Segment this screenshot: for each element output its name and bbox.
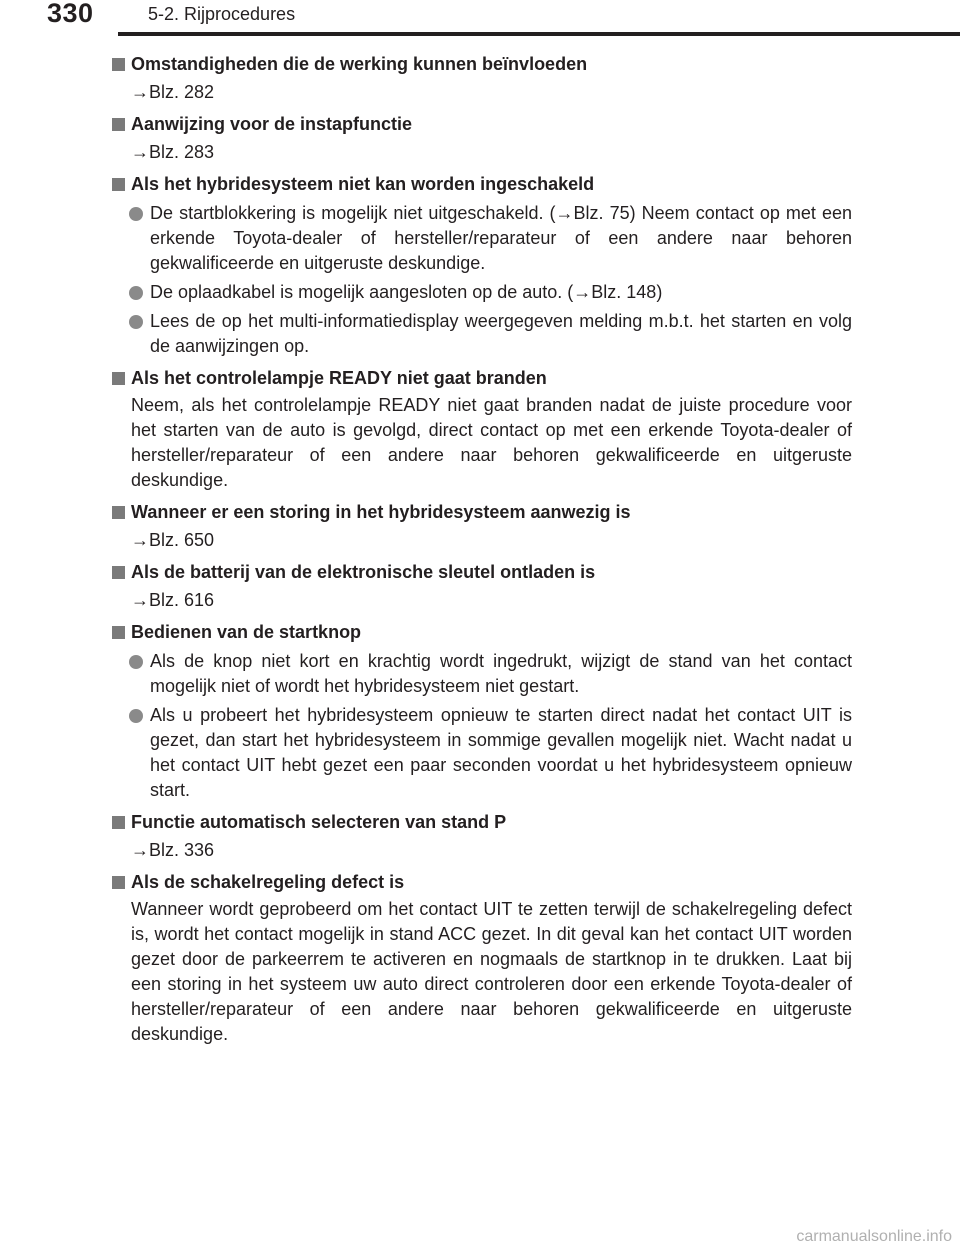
section-stand-p	[112, 809, 852, 863]
square-bullet-icon	[112, 58, 125, 71]
section-schakelregeling	[112, 869, 852, 1047]
section-ready-lampje	[112, 365, 852, 493]
section-heading: Als het controlelampje READY niet gaat branden	[131, 368, 547, 388]
page-content	[112, 45, 852, 1047]
section-heading: Wanneer er een storing in het hybridesysteem aanwezig is	[131, 502, 631, 522]
square-bullet-icon	[112, 876, 125, 889]
section-title: 5-2. Rijprocedures	[148, 4, 296, 24]
round-bullet-icon	[129, 655, 143, 669]
section-heading: Bedienen van de startknop	[131, 622, 362, 642]
square-bullet-icon	[112, 816, 125, 829]
round-bullet-icon	[129, 207, 143, 221]
round-bullet-icon	[129, 709, 143, 723]
list-item: Lees de op het multi-informatiedisplay weergegeven melding m.b.t. het starten en volg de aanwijzingen op.	[112, 309, 852, 359]
section-paragraph: Wanneer wordt geprobeerd om het contact UIT te zetten terwijl de schakelregeling defect is, wordt het contact mogelijk in stand ACC gezet. In dit geval kan het contact UIT worden gezet door de parkeerrem te activeren en nogmaals de startknop in te drukken. Laat bij een storing in het systeem uw auto direct controleren door een erkende Toyota-dealer of hersteller/reparateur of een andere naar behoren gekwalificeerde en uitgeruste deskundige.	[131, 899, 852, 1044]
round-bullet-icon	[129, 286, 143, 300]
section-heading: Aanwijzing voor de instapfunctie	[131, 114, 413, 134]
list-item: Als u probeert het hybridesysteem opnieuw te starten direct nadat het contact UIT is gezet, dan start het hybridesysteem in sommige gevallen mogelijk niet. Wacht nadat u het contact UIT hebt gezet een paar seconden voordat u het hybridesysteem opnieuw start.	[112, 703, 852, 803]
watermark: carmanualsonline.info	[796, 1228, 952, 1245]
square-bullet-icon	[112, 372, 125, 385]
page-header	[0, 0, 960, 40]
page-reference-link[interactable]: →Blz. 336	[131, 840, 215, 860]
square-bullet-icon	[112, 178, 125, 191]
page-reference-link[interactable]: →Blz. 283	[131, 142, 215, 162]
square-bullet-icon	[112, 626, 125, 639]
header-rule	[118, 32, 960, 36]
section-heading: Als de schakelregeling defect is	[131, 872, 405, 892]
round-bullet-icon	[129, 315, 143, 329]
page-reference-link[interactable]: →Blz. 616	[131, 590, 215, 610]
section-paragraph: Neem, als het controlelampje READY niet gaat branden nadat de juiste procedure voor het starten van de auto is gevolgd, direct contact op met een erkende Toyota-dealer of hersteller/reparateur of een andere naar behoren gekwalificeerde en uitgeruste deskundige.	[131, 395, 852, 490]
square-bullet-icon	[112, 566, 125, 579]
list-item: De oplaadkabel is mogelijk aangesloten op de auto. (→Blz. 148)	[112, 280, 852, 305]
section-omstandigheden	[112, 51, 852, 105]
section-niet-ingeschakeld	[112, 171, 852, 359]
page-reference-link[interactable]: →Blz. 650	[131, 530, 215, 550]
section-batterij	[112, 559, 852, 613]
page-reference-link[interactable]: →Blz. 282	[131, 82, 215, 102]
list-item: De startblokkering is mogelijk niet uitgeschakeld. (→Blz. 75) Neem contact op met een erkende Toyota-dealer of hersteller/reparateur of een andere naar behoren gekwalificeerde en uitgeruste deskundige.	[112, 201, 852, 276]
section-instapfunctie	[112, 111, 852, 165]
page-number: 330	[47, 0, 94, 28]
square-bullet-icon	[112, 506, 125, 519]
section-heading: Omstandigheden die de werking kunnen beïnvloeden	[131, 54, 588, 74]
section-heading: Als de batterij van de elektronische sleutel ontladen is	[131, 562, 596, 582]
list-item: Als de knop niet kort en krachtig wordt ingedrukt, wijzigt de stand van het contact mogelijk niet of wordt het hybridesysteem niet gestart.	[112, 649, 852, 699]
section-heading: Functie automatisch selecteren van stand P	[131, 812, 507, 832]
section-heading: Als het hybridesysteem niet kan worden ingeschakeld	[131, 174, 595, 194]
section-startknop	[112, 619, 852, 803]
section-storing	[112, 499, 852, 553]
square-bullet-icon	[112, 118, 125, 131]
